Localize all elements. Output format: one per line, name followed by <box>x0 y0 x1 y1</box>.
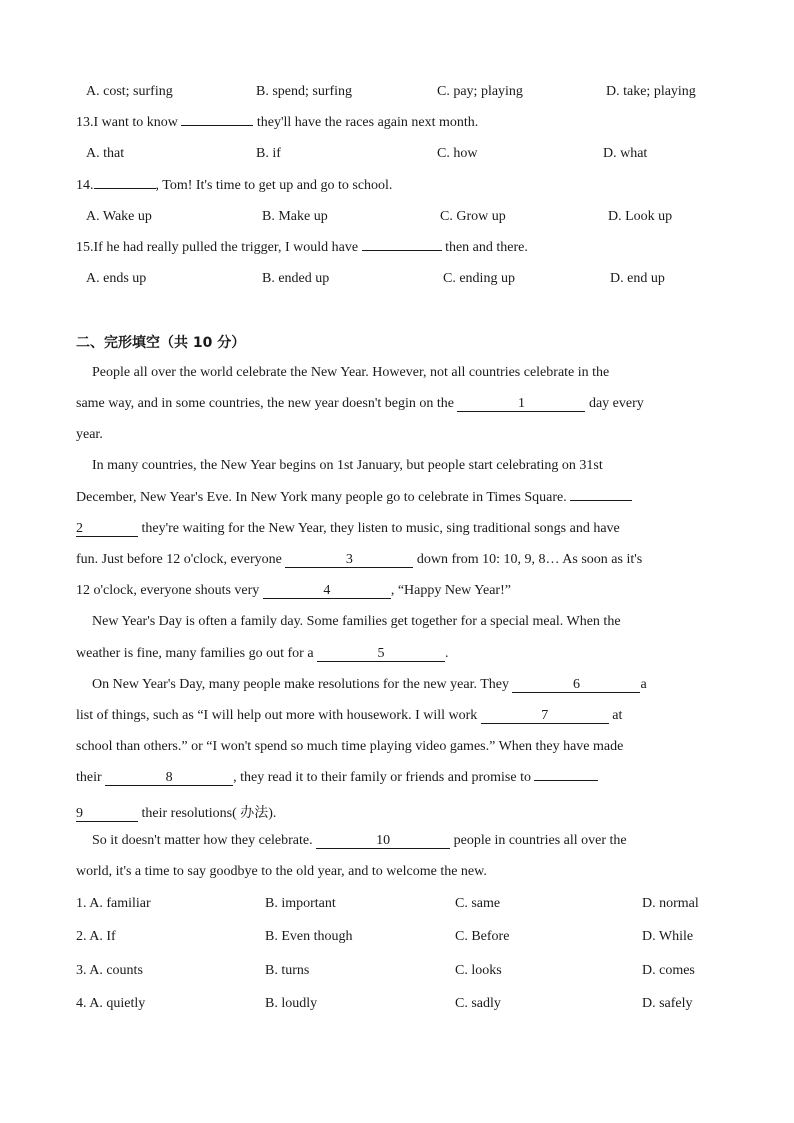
passage-text: So it doesn't matter how they celebrate. <box>92 833 313 848</box>
cloze-blank-2-start <box>570 500 632 501</box>
passage-text: they're waiting for the New Year, they listen to music, sing traditional songs and have <box>141 521 620 536</box>
q13-option-d: D. what <box>603 146 648 161</box>
q14-option-c: C. Grow up <box>440 209 506 224</box>
answer-1-option-b: B. important <box>265 896 336 911</box>
passage-line <box>76 490 632 506</box>
passage-line <box>76 708 622 724</box>
passage-text: their <box>76 770 102 785</box>
q15-option-a: A. ends up <box>86 271 147 286</box>
cloze-blank-9: 9 <box>76 807 138 822</box>
passage-text: weather is fine, many families go out for a <box>76 646 314 661</box>
cloze-blank-10: 10 <box>316 834 450 849</box>
q14-stem <box>76 178 392 194</box>
answer-2-option-d: D. While <box>642 929 694 944</box>
q14-text-pre: 14. <box>76 178 94 193</box>
q15-option-b: B. ended up <box>262 271 330 286</box>
passage-line: New Year's Day is often a family day. Some families get together for a special meal. When the <box>92 614 621 629</box>
answer-1-option-c: C. same <box>455 896 501 911</box>
passage-text: 12 o'clock, everyone shouts very <box>76 583 260 598</box>
passage-text: people in countries all over the <box>453 833 627 848</box>
q15-stem <box>76 240 528 256</box>
cloze-blank-3: 3 <box>285 553 413 568</box>
passage-text: , they read it to their family or friends and promise to <box>233 770 531 785</box>
passage-line <box>76 802 276 822</box>
passage-line: In many countries, the New Year begins on 1st January, but people start celebrating on 31st <box>92 458 603 473</box>
passage-text: a <box>640 677 647 692</box>
section-heading: 二、完形填空（共 10 分） <box>76 335 246 351</box>
q15-text-post: then and there. <box>445 240 528 255</box>
q13-option-b: B. if <box>256 146 281 161</box>
answer-3-option-d: D. comes <box>642 963 695 978</box>
q12-option-c: C. pay; playing <box>437 84 523 99</box>
answer-3-option-c: C. looks <box>455 963 502 978</box>
passage-line <box>76 583 511 599</box>
q13-option-a: A. that <box>86 146 125 161</box>
answer-1-option-a: 1. A. familiar <box>76 896 151 911</box>
cloze-blank-8: 8 <box>105 771 233 786</box>
passage-text: . <box>445 646 449 661</box>
passage-text: at <box>612 708 623 723</box>
q15-option-c: C. ending up <box>443 271 515 286</box>
q14-blank <box>94 188 156 189</box>
cloze-blank-9-start <box>534 780 598 781</box>
answer-2-option-c: C. Before <box>455 929 510 944</box>
passage-text: down from 10: 10, 9, 8… As soon as it's <box>416 552 643 567</box>
cloze-blank-1: 1 <box>457 397 585 412</box>
passage-line: world, it's a time to say goodbye to the old year, and to welcome the new. <box>76 864 487 879</box>
answer-4-option-d: D. safely <box>642 996 693 1011</box>
q12-option-a: A. cost; surfing <box>86 84 173 99</box>
passage-line <box>76 770 598 786</box>
passage-line <box>76 521 620 537</box>
q13-option-c: C. how <box>437 146 478 161</box>
q12-option-d: D. take; playing <box>606 84 696 99</box>
cloze-blank-6: 6 <box>512 678 640 693</box>
answer-2-option-b: B. Even though <box>265 929 353 944</box>
passage-text: , “Happy New Year!” <box>390 583 511 598</box>
cloze-blank-7: 7 <box>481 709 609 724</box>
q15-text-pre: 15.If he had really pulled the trigger, I would have <box>76 240 359 255</box>
passage-text: their resolutions( 办法). <box>141 806 277 821</box>
passage-text: day every <box>588 396 644 411</box>
passage-line <box>76 396 644 412</box>
passage-text: fun. Just before 12 o'clock, everyone <box>76 552 282 567</box>
answer-4-option-a: 4. A. quietly <box>76 996 146 1011</box>
answer-4-option-c: C. sadly <box>455 996 501 1011</box>
q14-option-b: B. Make up <box>262 209 328 224</box>
q13-text-post: they'll have the races again next month. <box>256 115 479 130</box>
q15-blank <box>362 250 442 251</box>
cloze-blank-2: 2 <box>76 522 138 537</box>
passage-line <box>92 677 647 693</box>
q13-text-pre: 13.I want to know <box>76 115 178 130</box>
q14-option-d: D. Look up <box>608 209 673 224</box>
q14-text-post: , Tom! It's time to get up and go to school. <box>155 178 393 193</box>
q12-option-b: B. spend; surfing <box>256 84 353 99</box>
passage-line: school than others.” or “I won't spend so much time playing video games.” When they have made <box>76 739 624 754</box>
answer-3-option-a: 3. A. counts <box>76 963 143 978</box>
q13-blank <box>181 125 253 126</box>
passage-text: list of things, such as “I will help out more with housework. I will work <box>76 708 478 723</box>
passage-text: On New Year's Day, many people make resolutions for the new year. They <box>92 677 509 692</box>
cloze-blank-5: 5 <box>317 647 445 662</box>
cloze-blank-4: 4 <box>263 584 391 599</box>
q15-option-d: D. end up <box>610 271 665 286</box>
passage-line <box>92 833 627 849</box>
q14-option-a: A. Wake up <box>86 209 152 224</box>
passage-line: People all over the world celebrate the New Year. However, not all countries celebrate in the <box>92 365 610 380</box>
passage-text: same way, and in some countries, the new year doesn't begin on the <box>76 396 454 411</box>
answer-3-option-b: B. turns <box>265 963 310 978</box>
passage-line <box>76 552 642 568</box>
q13-stem <box>76 115 478 131</box>
passage-line: year. <box>76 427 103 442</box>
answer-4-option-b: B. loudly <box>265 996 318 1011</box>
passage-text: December, New Year's Eve. In New York many people go to celebrate in Times Square. <box>76 490 567 505</box>
passage-line <box>76 646 449 662</box>
answer-2-option-a: 2. A. If <box>76 929 116 944</box>
answer-1-option-d: D. normal <box>642 896 699 911</box>
